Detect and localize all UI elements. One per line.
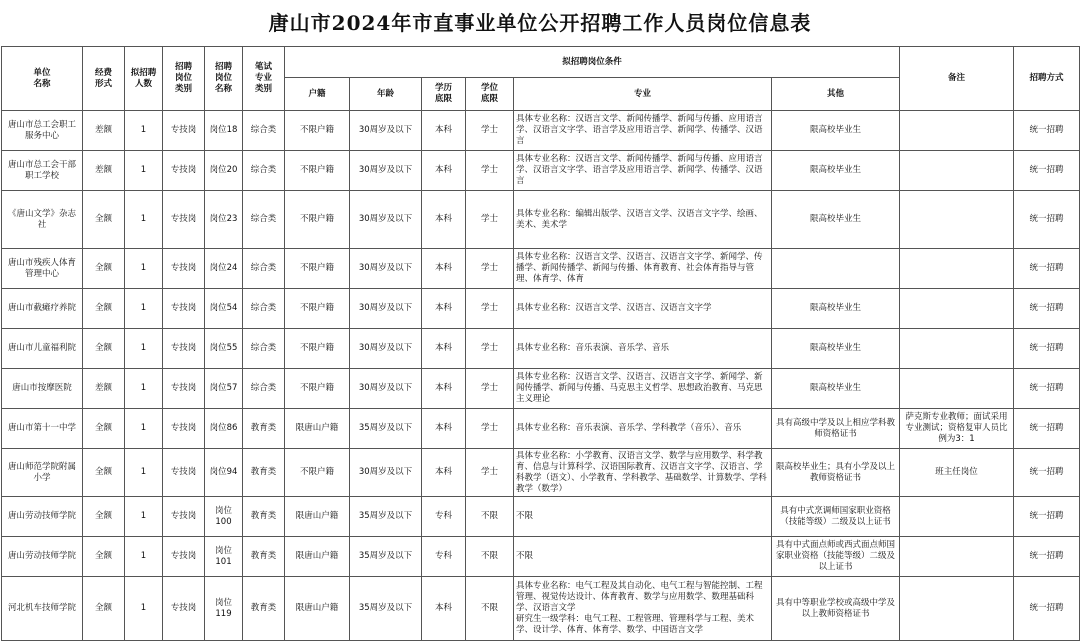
household-cell: 不限户籍 bbox=[285, 191, 350, 249]
exam-cell: 教育类 bbox=[243, 409, 285, 449]
funding-cell: 全额 bbox=[83, 289, 125, 329]
age-cell: 30周岁及以下 bbox=[350, 249, 422, 289]
remarks-cell bbox=[900, 191, 1014, 249]
header-funding: 经费 形式 bbox=[83, 47, 125, 111]
household-cell: 限唐山户籍 bbox=[285, 409, 350, 449]
method-cell: 统一招聘 bbox=[1014, 249, 1080, 289]
other-cell: 限高校毕业生 bbox=[772, 329, 900, 369]
funding-cell: 全额 bbox=[83, 497, 125, 537]
funding-cell: 全额 bbox=[83, 449, 125, 497]
method-cell: 统一招聘 bbox=[1014, 369, 1080, 409]
post-type-cell: 专技岗 bbox=[163, 249, 205, 289]
post-type-cell: 专技岗 bbox=[163, 289, 205, 329]
edu-cell: 专科 bbox=[422, 497, 466, 537]
edu-cell: 本科 bbox=[422, 111, 466, 151]
table-row bbox=[2, 151, 1080, 191]
post-type-cell: 专技岗 bbox=[163, 191, 205, 249]
exam-cell: 综合类 bbox=[243, 111, 285, 151]
age-cell: 35周岁及以下 bbox=[350, 497, 422, 537]
major-cell: 具体专业名称：汉语言文学、汉语言、汉语言文字学、新闻学、传播学、新闻传播学、新闻与传播、体育教育、社会体育指导与管理、体育学、体育 bbox=[514, 249, 772, 289]
method-cell: 统一招聘 bbox=[1014, 537, 1080, 577]
other-cell: 限高校毕业生；具有小学及以上教师资格证书 bbox=[772, 449, 900, 497]
remarks-cell bbox=[900, 497, 1014, 537]
header-major: 专业 bbox=[514, 78, 772, 111]
other-cell: 限高校毕业生 bbox=[772, 369, 900, 409]
other-cell: 具有高级中学及以上相应学科教师资格证书 bbox=[772, 409, 900, 449]
edu-cell: 本科 bbox=[422, 369, 466, 409]
table-row bbox=[2, 409, 1080, 449]
edu-cell: 专科 bbox=[422, 537, 466, 577]
household-cell: 不限户籍 bbox=[285, 151, 350, 191]
household-cell: 限唐山户籍 bbox=[285, 497, 350, 537]
count-cell: 1 bbox=[125, 497, 163, 537]
edu-cell: 本科 bbox=[422, 289, 466, 329]
header-degree: 学位 底限 bbox=[466, 78, 514, 111]
count-cell: 1 bbox=[125, 409, 163, 449]
major-cell: 具体专业名称：汉语言文学、汉语言、汉语言文字学、新闻学、新闻传播学、新闻与传播、马克思主义哲学、思想政治教育、马克思主义理论 bbox=[514, 369, 772, 409]
edu-cell: 本科 bbox=[422, 191, 466, 249]
post-name-cell: 岗位57 bbox=[205, 369, 243, 409]
other-cell: 具有中式面点师或西式面点师国家职业资格（技能等级）二级及以上证书 bbox=[772, 537, 900, 577]
post-type-cell: 专技岗 bbox=[163, 329, 205, 369]
count-cell: 1 bbox=[125, 577, 163, 641]
degree-cell: 不限 bbox=[466, 577, 514, 641]
funding-cell: 全额 bbox=[83, 249, 125, 289]
table-row bbox=[2, 537, 1080, 577]
table-row bbox=[2, 329, 1080, 369]
age-cell: 35周岁及以下 bbox=[350, 537, 422, 577]
post-name-cell: 岗位23 bbox=[205, 191, 243, 249]
major-cell: 具体专业名称：汉语言文学、新闻传播学、新闻与传播、应用语言学、汉语言文字学、语言学及应用语言学、新闻学、传播学、汉语言 bbox=[514, 151, 772, 191]
post-type-cell: 专技岗 bbox=[163, 449, 205, 497]
funding-cell: 全额 bbox=[83, 409, 125, 449]
funding-cell: 全额 bbox=[83, 329, 125, 369]
remarks-cell bbox=[900, 111, 1014, 151]
unit-cell: 唐山市按摩医院 bbox=[2, 369, 83, 409]
age-cell: 35周岁及以下 bbox=[350, 409, 422, 449]
exam-cell: 教育类 bbox=[243, 497, 285, 537]
count-cell: 1 bbox=[125, 111, 163, 151]
unit-cell: 唐山师范学院附属小学 bbox=[2, 449, 83, 497]
header-method: 招聘方式 bbox=[1014, 47, 1080, 111]
remarks-cell bbox=[900, 329, 1014, 369]
method-cell: 统一招聘 bbox=[1014, 289, 1080, 329]
degree-cell: 不限 bbox=[466, 537, 514, 577]
unit-cell: 唐山市总工会干部职工学校 bbox=[2, 151, 83, 191]
header-conditions: 拟招聘岗位条件 bbox=[285, 47, 900, 78]
major-cell: 不限 bbox=[514, 537, 772, 577]
post-type-cell: 专技岗 bbox=[163, 537, 205, 577]
table-row bbox=[2, 369, 1080, 409]
household-cell: 不限户籍 bbox=[285, 289, 350, 329]
post-type-cell: 专技岗 bbox=[163, 151, 205, 191]
post-name-cell: 岗位24 bbox=[205, 249, 243, 289]
edu-cell: 本科 bbox=[422, 409, 466, 449]
edu-cell: 本科 bbox=[422, 249, 466, 289]
exam-cell: 综合类 bbox=[243, 249, 285, 289]
header-household: 户籍 bbox=[285, 78, 350, 111]
major-cell: 具体专业名称：电气工程及其自动化、电气工程与智能控制、工程管理、视觉传达设计、体育教育、数学与应用数学、数理基础科学、汉语言文学 研究生一级学科：电气工程、工程管理、管理科学与工程、美术学、设计学、体育、体育学、数学、中国语言文学 bbox=[514, 577, 772, 641]
method-cell: 统一招聘 bbox=[1014, 151, 1080, 191]
count-cell: 1 bbox=[125, 151, 163, 191]
funding-cell: 差额 bbox=[83, 111, 125, 151]
exam-cell: 综合类 bbox=[243, 151, 285, 191]
other-cell: 具有中等职业学校或高级中学及以上教师资格证书 bbox=[772, 577, 900, 641]
post-name-cell: 岗位18 bbox=[205, 111, 243, 151]
header-other: 其他 bbox=[772, 78, 900, 111]
unit-cell: 《唐山文学》杂志社 bbox=[2, 191, 83, 249]
other-cell: 具有中式烹调师国家职业资格（技能等级）二级及以上证书 bbox=[772, 497, 900, 537]
other-cell bbox=[772, 249, 900, 289]
degree-cell: 学士 bbox=[466, 111, 514, 151]
degree-cell: 学士 bbox=[466, 409, 514, 449]
header-exam-type: 笔试 专业 类别 bbox=[243, 47, 285, 111]
household-cell: 不限户籍 bbox=[285, 329, 350, 369]
age-cell: 30周岁及以下 bbox=[350, 191, 422, 249]
other-cell: 限高校毕业生 bbox=[772, 191, 900, 249]
remarks-cell bbox=[900, 369, 1014, 409]
unit-cell: 河北机车技师学院 bbox=[2, 577, 83, 641]
edu-cell: 本科 bbox=[422, 449, 466, 497]
degree-cell: 学士 bbox=[466, 151, 514, 191]
exam-cell: 综合类 bbox=[243, 289, 285, 329]
age-cell: 30周岁及以下 bbox=[350, 369, 422, 409]
header-post-type: 招聘 岗位 类别 bbox=[163, 47, 205, 111]
post-name-cell: 岗位101 bbox=[205, 537, 243, 577]
age-cell: 35周岁及以下 bbox=[350, 577, 422, 641]
method-cell: 统一招聘 bbox=[1014, 497, 1080, 537]
count-cell: 1 bbox=[125, 537, 163, 577]
post-type-cell: 专技岗 bbox=[163, 497, 205, 537]
post-name-cell: 岗位119 bbox=[205, 577, 243, 641]
major-cell: 具体专业名称：编辑出版学、汉语言文学、汉语言文字学、绘画、美术、美术学 bbox=[514, 191, 772, 249]
post-name-cell: 岗位94 bbox=[205, 449, 243, 497]
exam-cell: 教育类 bbox=[243, 537, 285, 577]
positions-table bbox=[1, 46, 1080, 641]
unit-cell: 唐山市总工会职工服务中心 bbox=[2, 111, 83, 151]
method-cell: 统一招聘 bbox=[1014, 577, 1080, 641]
remarks-cell: 萨克斯专业教师；面试采用专业测试；资格复审人员比例为3：1 bbox=[900, 409, 1014, 449]
page-title: 唐山市2024年市直事业单位公开招聘工作人员岗位信息表 bbox=[268, 11, 812, 35]
degree-cell: 学士 bbox=[466, 449, 514, 497]
household-cell: 不限户籍 bbox=[285, 449, 350, 497]
header-count: 拟招聘 人数 bbox=[125, 47, 163, 111]
household-cell: 限唐山户籍 bbox=[285, 577, 350, 641]
age-cell: 30周岁及以下 bbox=[350, 111, 422, 151]
funding-cell: 差额 bbox=[83, 369, 125, 409]
age-cell: 30周岁及以下 bbox=[350, 289, 422, 329]
unit-cell: 唐山劳动技师学院 bbox=[2, 537, 83, 577]
degree-cell: 不限 bbox=[466, 497, 514, 537]
degree-cell: 学士 bbox=[466, 249, 514, 289]
household-cell: 限唐山户籍 bbox=[285, 537, 350, 577]
funding-cell: 差额 bbox=[83, 151, 125, 191]
funding-cell: 全额 bbox=[83, 577, 125, 641]
method-cell: 统一招聘 bbox=[1014, 449, 1080, 497]
remarks-cell bbox=[900, 537, 1014, 577]
count-cell: 1 bbox=[125, 191, 163, 249]
count-cell: 1 bbox=[125, 449, 163, 497]
post-type-cell: 专技岗 bbox=[163, 577, 205, 641]
count-cell: 1 bbox=[125, 369, 163, 409]
remarks-cell bbox=[900, 151, 1014, 191]
header-post-name: 招聘 岗位 名称 bbox=[205, 47, 243, 111]
remarks-cell: 班主任岗位 bbox=[900, 449, 1014, 497]
age-cell: 30周岁及以下 bbox=[350, 449, 422, 497]
household-cell: 不限户籍 bbox=[285, 249, 350, 289]
household-cell: 不限户籍 bbox=[285, 369, 350, 409]
major-cell: 具体专业名称：音乐表演、音乐学、学科教学（音乐）、音乐 bbox=[514, 409, 772, 449]
age-cell: 30周岁及以下 bbox=[350, 329, 422, 369]
header-remarks: 备注 bbox=[900, 47, 1014, 111]
exam-cell: 综合类 bbox=[243, 369, 285, 409]
edu-cell: 本科 bbox=[422, 577, 466, 641]
table-row bbox=[2, 449, 1080, 497]
degree-cell: 学士 bbox=[466, 289, 514, 329]
unit-cell: 唐山市截瘫疗养院 bbox=[2, 289, 83, 329]
unit-cell: 唐山市儿童福利院 bbox=[2, 329, 83, 369]
method-cell: 统一招聘 bbox=[1014, 329, 1080, 369]
count-cell: 1 bbox=[125, 289, 163, 329]
major-cell: 不限 bbox=[514, 497, 772, 537]
remarks-cell bbox=[900, 249, 1014, 289]
table-row bbox=[2, 111, 1080, 151]
post-type-cell: 专技岗 bbox=[163, 111, 205, 151]
household-cell: 不限户籍 bbox=[285, 111, 350, 151]
unit-cell: 唐山市残疾人体育管理中心 bbox=[2, 249, 83, 289]
header-unit-name: 单位 名称 bbox=[2, 47, 83, 111]
post-type-cell: 专技岗 bbox=[163, 369, 205, 409]
method-cell: 统一招聘 bbox=[1014, 409, 1080, 449]
funding-cell: 全额 bbox=[83, 191, 125, 249]
degree-cell: 学士 bbox=[466, 191, 514, 249]
table-row bbox=[2, 289, 1080, 329]
unit-cell: 唐山市第十一中学 bbox=[2, 409, 83, 449]
unit-cell: 唐山劳动技师学院 bbox=[2, 497, 83, 537]
post-name-cell: 岗位55 bbox=[205, 329, 243, 369]
exam-cell: 教育类 bbox=[243, 577, 285, 641]
count-cell: 1 bbox=[125, 329, 163, 369]
count-cell: 1 bbox=[125, 249, 163, 289]
post-name-cell: 岗位20 bbox=[205, 151, 243, 191]
table-row bbox=[2, 191, 1080, 249]
major-cell: 具体专业名称：汉语言文学、汉语言、汉语言文字学 bbox=[514, 289, 772, 329]
post-type-cell: 专技岗 bbox=[163, 409, 205, 449]
other-cell: 限高校毕业生 bbox=[772, 151, 900, 191]
major-cell: 具体专业名称：小学教育、汉语言文学、数学与应用数学、科学教育、信息与计算科学、汉语国际教育、汉语言文字学、汉语言、学科教学（语文）、小学教育、学科教学、基础数学、计算数学、学科教学（数学） bbox=[514, 449, 772, 497]
other-cell: 限高校毕业生 bbox=[772, 289, 900, 329]
header-education: 学历 底限 bbox=[422, 78, 466, 111]
funding-cell: 全额 bbox=[83, 537, 125, 577]
edu-cell: 本科 bbox=[422, 329, 466, 369]
post-name-cell: 岗位100 bbox=[205, 497, 243, 537]
method-cell: 统一招聘 bbox=[1014, 111, 1080, 151]
exam-cell: 教育类 bbox=[243, 449, 285, 497]
degree-cell: 学士 bbox=[466, 329, 514, 369]
other-cell: 限高校毕业生 bbox=[772, 111, 900, 151]
table-row bbox=[2, 249, 1080, 289]
remarks-cell bbox=[900, 577, 1014, 641]
table-row bbox=[2, 577, 1080, 641]
table-row bbox=[2, 497, 1080, 537]
major-cell: 具体专业名称：音乐表演、音乐学、音乐 bbox=[514, 329, 772, 369]
exam-cell: 综合类 bbox=[243, 191, 285, 249]
age-cell: 30周岁及以下 bbox=[350, 151, 422, 191]
method-cell: 统一招聘 bbox=[1014, 191, 1080, 249]
post-name-cell: 岗位86 bbox=[205, 409, 243, 449]
remarks-cell bbox=[900, 289, 1014, 329]
exam-cell: 综合类 bbox=[243, 329, 285, 369]
header-age: 年龄 bbox=[350, 78, 422, 111]
post-name-cell: 岗位54 bbox=[205, 289, 243, 329]
edu-cell: 本科 bbox=[422, 151, 466, 191]
degree-cell: 学士 bbox=[466, 369, 514, 409]
major-cell: 具体专业名称：汉语言文学、新闻传播学、新闻与传播、应用语言学、汉语言文字学、语言学及应用语言学、新闻学、传播学、汉语言 bbox=[514, 111, 772, 151]
